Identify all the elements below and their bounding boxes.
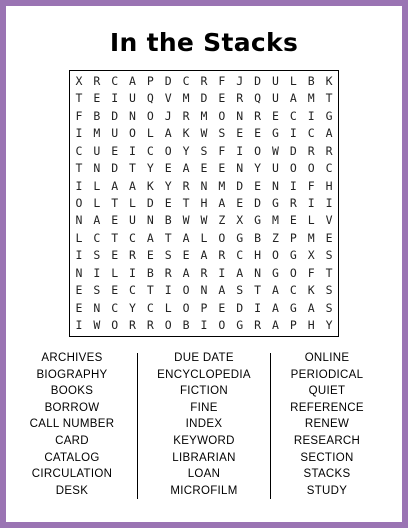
- grid-letter[interactable]: N: [254, 265, 262, 280]
- grid-letter[interactable]: I: [75, 248, 83, 263]
- grid-letter[interactable]: F: [218, 143, 226, 158]
- grid-letter[interactable]: A: [182, 265, 190, 280]
- grid-letter[interactable]: N: [75, 265, 83, 280]
- grid-letter[interactable]: E: [164, 161, 172, 176]
- grid-letter[interactable]: K: [146, 178, 154, 193]
- grid-letter[interactable]: N: [236, 161, 244, 176]
- grid-letter[interactable]: H: [307, 318, 315, 333]
- grid-letter[interactable]: T: [325, 265, 333, 280]
- grid-letter[interactable]: U: [271, 91, 279, 106]
- grid-letter[interactable]: I: [75, 318, 83, 333]
- grid-letter[interactable]: O: [254, 143, 262, 158]
- grid-letter[interactable]: N: [236, 108, 244, 123]
- word-list-item: SECTION: [300, 451, 354, 464]
- grid-letter[interactable]: C: [289, 283, 297, 298]
- grid-letter[interactable]: A: [146, 230, 154, 245]
- word-list-item: REFERENCE: [290, 401, 364, 414]
- grid-letter[interactable]: W: [93, 318, 101, 333]
- grid-letter[interactable]: O: [182, 283, 190, 298]
- grid-letter[interactable]: L: [129, 195, 136, 210]
- grid-letter[interactable]: U: [271, 161, 279, 176]
- grid-letter[interactable]: S: [200, 143, 208, 158]
- grid-letter[interactable]: E: [75, 283, 83, 298]
- grid-letter[interactable]: O: [218, 230, 226, 245]
- grid-letter[interactable]: F: [307, 265, 315, 280]
- grid-letter[interactable]: L: [200, 230, 208, 245]
- grid-letter[interactable]: N: [93, 161, 101, 176]
- grid-letter[interactable]: B: [146, 265, 154, 280]
- grid-letter[interactable]: G: [271, 126, 279, 141]
- grid-letter[interactable]: O: [75, 195, 83, 210]
- grid-letter[interactable]: Q: [254, 91, 262, 106]
- grid-letter[interactable]: G: [271, 195, 279, 210]
- grid-letter[interactable]: R: [182, 178, 190, 193]
- grid-letter[interactable]: Q: [146, 91, 154, 106]
- grid-letter[interactable]: U: [271, 73, 279, 88]
- grid-letter[interactable]: N: [146, 213, 154, 228]
- grid-letter[interactable]: I: [75, 178, 83, 193]
- grid-letter[interactable]: T: [111, 195, 119, 210]
- grid-letter[interactable]: A: [271, 300, 279, 315]
- grid-letter[interactable]: A: [164, 126, 172, 141]
- grid-letter[interactable]: S: [93, 248, 101, 263]
- puzzle-page: [6, 6, 402, 522]
- grid-letter[interactable]: T: [182, 195, 190, 210]
- grid-letter[interactable]: R: [218, 248, 226, 263]
- grid-letter[interactable]: A: [111, 178, 119, 193]
- grid-letter[interactable]: A: [129, 178, 136, 193]
- grid-letter[interactable]: X: [236, 213, 244, 228]
- grid-letter[interactable]: A: [289, 91, 297, 106]
- grid-letter[interactable]: C: [236, 248, 244, 263]
- grid-letter[interactable]: Y: [254, 161, 262, 176]
- grid-letter[interactable]: C: [93, 230, 101, 245]
- grid-letter[interactable]: B: [93, 108, 101, 123]
- grid-letter[interactable]: N: [75, 213, 83, 228]
- grid-letter[interactable]: G: [236, 230, 244, 245]
- word-list-item: CALL NUMBER: [29, 418, 115, 431]
- grid-letter[interactable]: Y: [129, 300, 136, 315]
- grid-letter[interactable]: I: [307, 108, 315, 123]
- grid-letter[interactable]: O: [218, 318, 226, 333]
- grid-letter[interactable]: R: [254, 108, 262, 123]
- grid-letter[interactable]: S: [325, 283, 333, 298]
- grid-letter[interactable]: I: [129, 265, 136, 280]
- grid-letter[interactable]: E: [182, 248, 190, 263]
- grid-letter[interactable]: O: [129, 126, 136, 141]
- grid-letter[interactable]: G: [289, 300, 297, 315]
- grid-letter[interactable]: S: [325, 300, 333, 315]
- grid-letter[interactable]: C: [146, 143, 154, 158]
- grid-letter[interactable]: L: [93, 195, 101, 210]
- grid-letter[interactable]: W: [200, 126, 208, 141]
- grid-letter[interactable]: E: [93, 91, 101, 106]
- grid-letter[interactable]: A: [93, 213, 101, 228]
- grid-letter[interactable]: I: [93, 265, 101, 280]
- grid-letter[interactable]: H: [325, 178, 333, 193]
- word-list-item: PERIODICAL: [290, 368, 364, 381]
- grid-letter[interactable]: D: [146, 195, 154, 210]
- grid-letter[interactable]: P: [289, 230, 297, 245]
- grid-letter[interactable]: G: [325, 108, 333, 123]
- grid-letter[interactable]: N: [200, 178, 208, 193]
- grid-letter[interactable]: A: [182, 230, 190, 245]
- grid-letter[interactable]: E: [164, 195, 172, 210]
- grid-letter[interactable]: S: [93, 283, 101, 298]
- grid-letter[interactable]: A: [236, 265, 244, 280]
- grid-letter[interactable]: L: [307, 213, 315, 228]
- grid-letter[interactable]: C: [111, 300, 119, 315]
- grid-letter[interactable]: M: [271, 213, 279, 228]
- puzzle-title: In the Stacks: [109, 28, 299, 57]
- word-list-item: ONLINE: [304, 352, 350, 364]
- grid-letter[interactable]: S: [236, 283, 244, 298]
- grid-letter[interactable]: A: [218, 283, 226, 298]
- grid-letter[interactable]: A: [271, 283, 279, 298]
- grid-letter[interactable]: Z: [218, 213, 226, 228]
- grid-letter[interactable]: B: [164, 213, 172, 228]
- word-list-item: LOAN: [187, 468, 221, 481]
- word-list-item: LIBRARIAN: [172, 451, 236, 464]
- grid-letter[interactable]: F: [75, 108, 83, 123]
- grid-letter[interactable]: Y: [325, 318, 333, 333]
- grid-letter[interactable]: U: [111, 126, 119, 141]
- grid-letter[interactable]: S: [164, 248, 172, 263]
- grid-letter[interactable]: E: [236, 195, 244, 210]
- grid-letter[interactable]: R: [200, 265, 208, 280]
- letter-grid: [69, 70, 339, 337]
- grid-letter[interactable]: A: [271, 318, 279, 333]
- word-list-item: MICROFILM: [170, 484, 238, 497]
- grid-letter[interactable]: T: [75, 161, 83, 176]
- grid-letter[interactable]: L: [111, 265, 119, 280]
- word-list-item: CARD: [55, 434, 89, 447]
- grid-letter[interactable]: M: [182, 91, 190, 106]
- word-list-item: INDEX: [185, 418, 223, 431]
- word-list-column-2: [139, 350, 269, 499]
- grid-letter[interactable]: L: [146, 126, 154, 141]
- grid-letter[interactable]: E: [75, 300, 83, 315]
- grid-letter[interactable]: V: [325, 213, 333, 228]
- grid-letter[interactable]: E: [218, 91, 226, 106]
- grid-letter[interactable]: B: [254, 230, 262, 245]
- grid-letter[interactable]: R: [236, 91, 244, 106]
- grid-letter[interactable]: P: [200, 300, 208, 315]
- grid-letter[interactable]: D: [254, 195, 262, 210]
- grid-letter[interactable]: I: [289, 126, 297, 141]
- grid-letter[interactable]: R: [200, 73, 208, 88]
- word-list-item: CIRCULATION: [31, 468, 113, 481]
- word-list-item: BORROW: [44, 401, 100, 414]
- grid-letter[interactable]: T: [111, 230, 119, 245]
- grid-letter[interactable]: G: [254, 213, 262, 228]
- grid-letter[interactable]: E: [218, 300, 226, 315]
- word-list-item: STUDY: [306, 484, 348, 497]
- grid-letter[interactable]: C: [75, 143, 83, 158]
- grid-letter[interactable]: U: [129, 91, 136, 106]
- grid-letter[interactable]: D: [254, 73, 262, 88]
- grid-letter[interactable]: T: [75, 91, 83, 106]
- grid-letter[interactable]: D: [236, 300, 244, 315]
- grid-letter[interactable]: T: [325, 91, 333, 106]
- grid-letter[interactable]: W: [182, 213, 190, 228]
- grid-letter[interactable]: T: [129, 161, 136, 176]
- grid-letter[interactable]: C: [111, 73, 119, 88]
- grid-letter[interactable]: D: [236, 178, 244, 193]
- grid-letter[interactable]: D: [111, 108, 119, 123]
- grid-letter[interactable]: X: [75, 73, 83, 88]
- grid-letter[interactable]: M: [218, 178, 226, 193]
- grid-letter[interactable]: H: [200, 195, 208, 210]
- grid-letter[interactable]: M: [307, 91, 315, 106]
- grid-letter[interactable]: E: [146, 248, 154, 263]
- grid-letter[interactable]: Y: [146, 161, 154, 176]
- grid-letter[interactable]: A: [200, 248, 208, 263]
- grid-letter[interactable]: L: [289, 73, 297, 88]
- grid-letter[interactable]: E: [111, 248, 119, 263]
- grid-letter[interactable]: A: [307, 300, 315, 315]
- grid-letter[interactable]: M: [200, 108, 208, 123]
- grid-letter[interactable]: R: [93, 73, 101, 88]
- grid-letter[interactable]: E: [325, 230, 333, 245]
- grid-letter[interactable]: C: [146, 300, 154, 315]
- grid-letter[interactable]: A: [218, 195, 226, 210]
- grid-letter[interactable]: C: [289, 108, 297, 123]
- grid-letter[interactable]: E: [111, 143, 119, 158]
- word-list-item: FICTION: [179, 385, 229, 398]
- grid-letter[interactable]: R: [164, 265, 172, 280]
- grid-letter[interactable]: M: [93, 126, 101, 141]
- grid-letter[interactable]: S: [325, 248, 333, 263]
- grid-letter[interactable]: Y: [182, 143, 190, 158]
- grid-letter[interactable]: O: [307, 161, 315, 176]
- grid-letter[interactable]: T: [254, 283, 262, 298]
- grid-letter[interactable]: N: [129, 108, 136, 123]
- grid-letter[interactable]: I: [218, 265, 226, 280]
- grid-letter[interactable]: I: [200, 318, 208, 333]
- grid-letter[interactable]: K: [182, 126, 190, 141]
- grid-letter[interactable]: U: [93, 143, 101, 158]
- word-list-item: DESK: [55, 484, 89, 497]
- grid-letter[interactable]: L: [93, 178, 101, 193]
- grid-letter[interactable]: E: [111, 283, 119, 298]
- grid-letter[interactable]: O: [182, 300, 190, 315]
- grid-letter[interactable]: I: [75, 126, 83, 141]
- word-list-item: FINE: [190, 401, 218, 414]
- grid-letter[interactable]: O: [164, 318, 172, 333]
- word-list-item: QUIET: [308, 385, 346, 398]
- grid-letter[interactable]: V: [164, 91, 172, 106]
- word-list-item: STACKS: [303, 468, 351, 481]
- word-list-item: ENCYCLOPEDIA: [157, 368, 251, 381]
- grid-letter[interactable]: L: [164, 300, 172, 315]
- grid-letter[interactable]: I: [236, 143, 244, 158]
- grid-letter[interactable]: R: [182, 108, 190, 123]
- word-list-item: DUE DATE: [174, 352, 234, 364]
- grid-letter[interactable]: D: [111, 161, 119, 176]
- grid-letter[interactable]: O: [289, 161, 297, 176]
- grid-letter[interactable]: G: [236, 318, 244, 333]
- grid-letter[interactable]: I: [111, 91, 119, 106]
- word-list-column-1: [7, 350, 137, 499]
- grid-letter[interactable]: D: [200, 91, 208, 106]
- grid-letter[interactable]: X: [307, 248, 315, 263]
- grid-letter[interactable]: E: [254, 126, 262, 141]
- grid-letter[interactable]: E: [254, 178, 262, 193]
- grid-letter[interactable]: T: [146, 283, 154, 298]
- grid-letter[interactable]: F: [218, 73, 226, 88]
- grid-letter[interactable]: D: [289, 143, 297, 158]
- grid-letter[interactable]: C: [129, 283, 136, 298]
- grid-letter[interactable]: R: [307, 143, 315, 158]
- grid-letter[interactable]: B: [307, 73, 315, 88]
- grid-letter[interactable]: O: [289, 265, 297, 280]
- grid-letter[interactable]: Y: [164, 178, 172, 193]
- grid-letter[interactable]: G: [289, 248, 297, 263]
- grid-letter[interactable]: O: [218, 108, 226, 123]
- grid-letter[interactable]: C: [129, 230, 136, 245]
- grid-letter[interactable]: C: [307, 126, 315, 141]
- grid-letter[interactable]: O: [146, 108, 154, 123]
- grid-letter[interactable]: E: [200, 161, 208, 176]
- grid-letter[interactable]: S: [218, 126, 226, 141]
- grid-letter[interactable]: I: [289, 178, 297, 193]
- column-divider: [137, 353, 138, 499]
- grid-letter[interactable]: K: [307, 283, 315, 298]
- grid-letter[interactable]: J: [164, 108, 172, 123]
- word-list-item: BOOKS: [50, 385, 94, 398]
- grid-letter[interactable]: R: [254, 318, 262, 333]
- grid-letter[interactable]: B: [182, 318, 190, 333]
- grid-letter[interactable]: U: [129, 213, 136, 228]
- grid-letter[interactable]: Z: [271, 230, 279, 245]
- grid-letter[interactable]: I: [254, 300, 262, 315]
- grid-letter[interactable]: I: [307, 195, 315, 210]
- word-list-item: BIOGRAPHY: [36, 368, 108, 381]
- grid-letter[interactable]: P: [289, 318, 297, 333]
- grid-letter[interactable]: I: [129, 143, 136, 158]
- grid-letter[interactable]: R: [146, 318, 154, 333]
- grid-letter[interactable]: A: [182, 161, 190, 176]
- grid-letter[interactable]: E: [289, 213, 297, 228]
- grid-letter[interactable]: H: [254, 248, 262, 263]
- grid-letter[interactable]: I: [325, 195, 333, 210]
- word-list-item: CATALOG: [44, 451, 100, 464]
- grid-letter[interactable]: L: [75, 230, 83, 245]
- grid-letter[interactable]: R: [129, 318, 136, 333]
- grid-letter[interactable]: C: [182, 73, 190, 88]
- grid-letter[interactable]: O: [111, 318, 119, 333]
- grid-letter[interactable]: D: [164, 73, 172, 88]
- grid-letter[interactable]: R: [289, 195, 297, 210]
- grid-letter[interactable]: R: [325, 143, 333, 158]
- word-list-item: RESEARCH: [293, 434, 361, 447]
- grid-letter[interactable]: G: [271, 265, 279, 280]
- grid-letter[interactable]: W: [271, 143, 279, 158]
- word-list-item: RENEW: [304, 418, 350, 431]
- grid-letter[interactable]: W: [200, 213, 208, 228]
- grid-letter[interactable]: E: [271, 108, 279, 123]
- grid-letter[interactable]: F: [307, 178, 315, 193]
- grid-letter[interactable]: A: [129, 73, 136, 88]
- grid-letter[interactable]: M: [307, 230, 315, 245]
- grid-letter[interactable]: E: [218, 161, 226, 176]
- word-list-item: KEYWORD: [173, 434, 235, 447]
- grid-letter[interactable]: O: [164, 143, 172, 158]
- word-list-item: ARCHIVES: [41, 352, 103, 364]
- grid-letter[interactable]: C: [325, 161, 333, 176]
- grid-letter[interactable]: I: [164, 283, 172, 298]
- grid-letter[interactable]: N: [271, 178, 279, 193]
- grid-letter[interactable]: R: [129, 248, 136, 263]
- grid-letter[interactable]: K: [325, 73, 333, 88]
- grid-letter[interactable]: P: [146, 73, 154, 88]
- word-list-column-3: [262, 350, 392, 499]
- grid-letter[interactable]: O: [271, 248, 279, 263]
- grid-letter[interactable]: E: [236, 126, 244, 141]
- grid-letter[interactable]: E: [111, 213, 119, 228]
- grid-letter[interactable]: N: [200, 283, 208, 298]
- grid-letter[interactable]: J: [236, 73, 244, 88]
- grid-letter[interactable]: T: [164, 230, 172, 245]
- grid-letter[interactable]: A: [325, 126, 333, 141]
- grid-letter[interactable]: N: [93, 300, 101, 315]
